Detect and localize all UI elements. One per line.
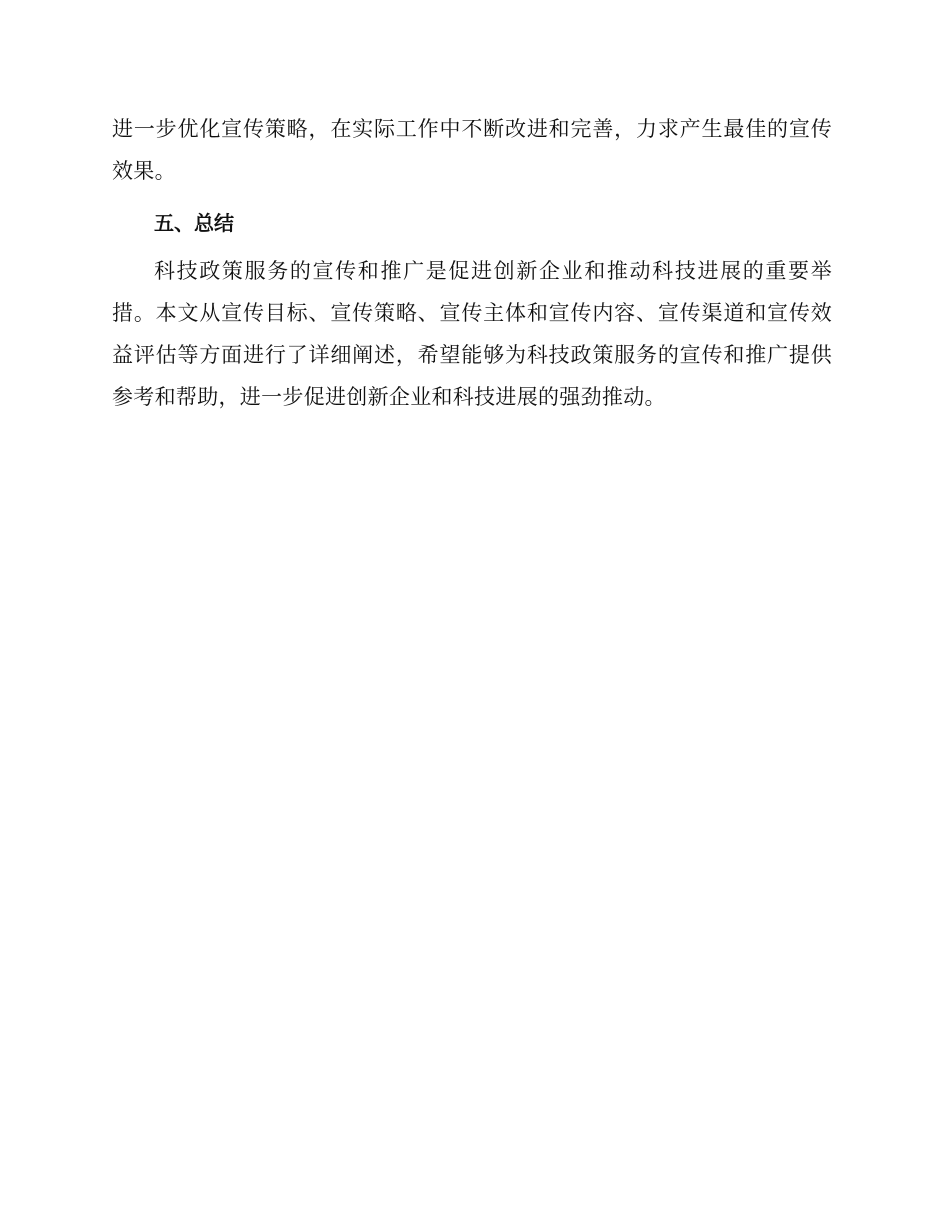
continued-paragraph: 进一步优化宣传策略，在实际工作中不断改进和完善，力求产生最佳的宣传效果。 [112, 117, 832, 183]
document-body [112, 108, 832, 418]
summary-paragraph: 科技政策服务的宣传和推广是促进创新企业和推动科技进展的重要举措。本文从宣传目标、宣传策略、宣传主体和宣传内容、宣传渠道和宣传效益评估等方面进行了详细阐述，希望能够为科技政策服务的宣传和推广提供参考和帮助，进一步促进创新企业和科技进展的强劲推动。 [112, 259, 832, 409]
section-heading: 五、总结 [154, 211, 234, 235]
